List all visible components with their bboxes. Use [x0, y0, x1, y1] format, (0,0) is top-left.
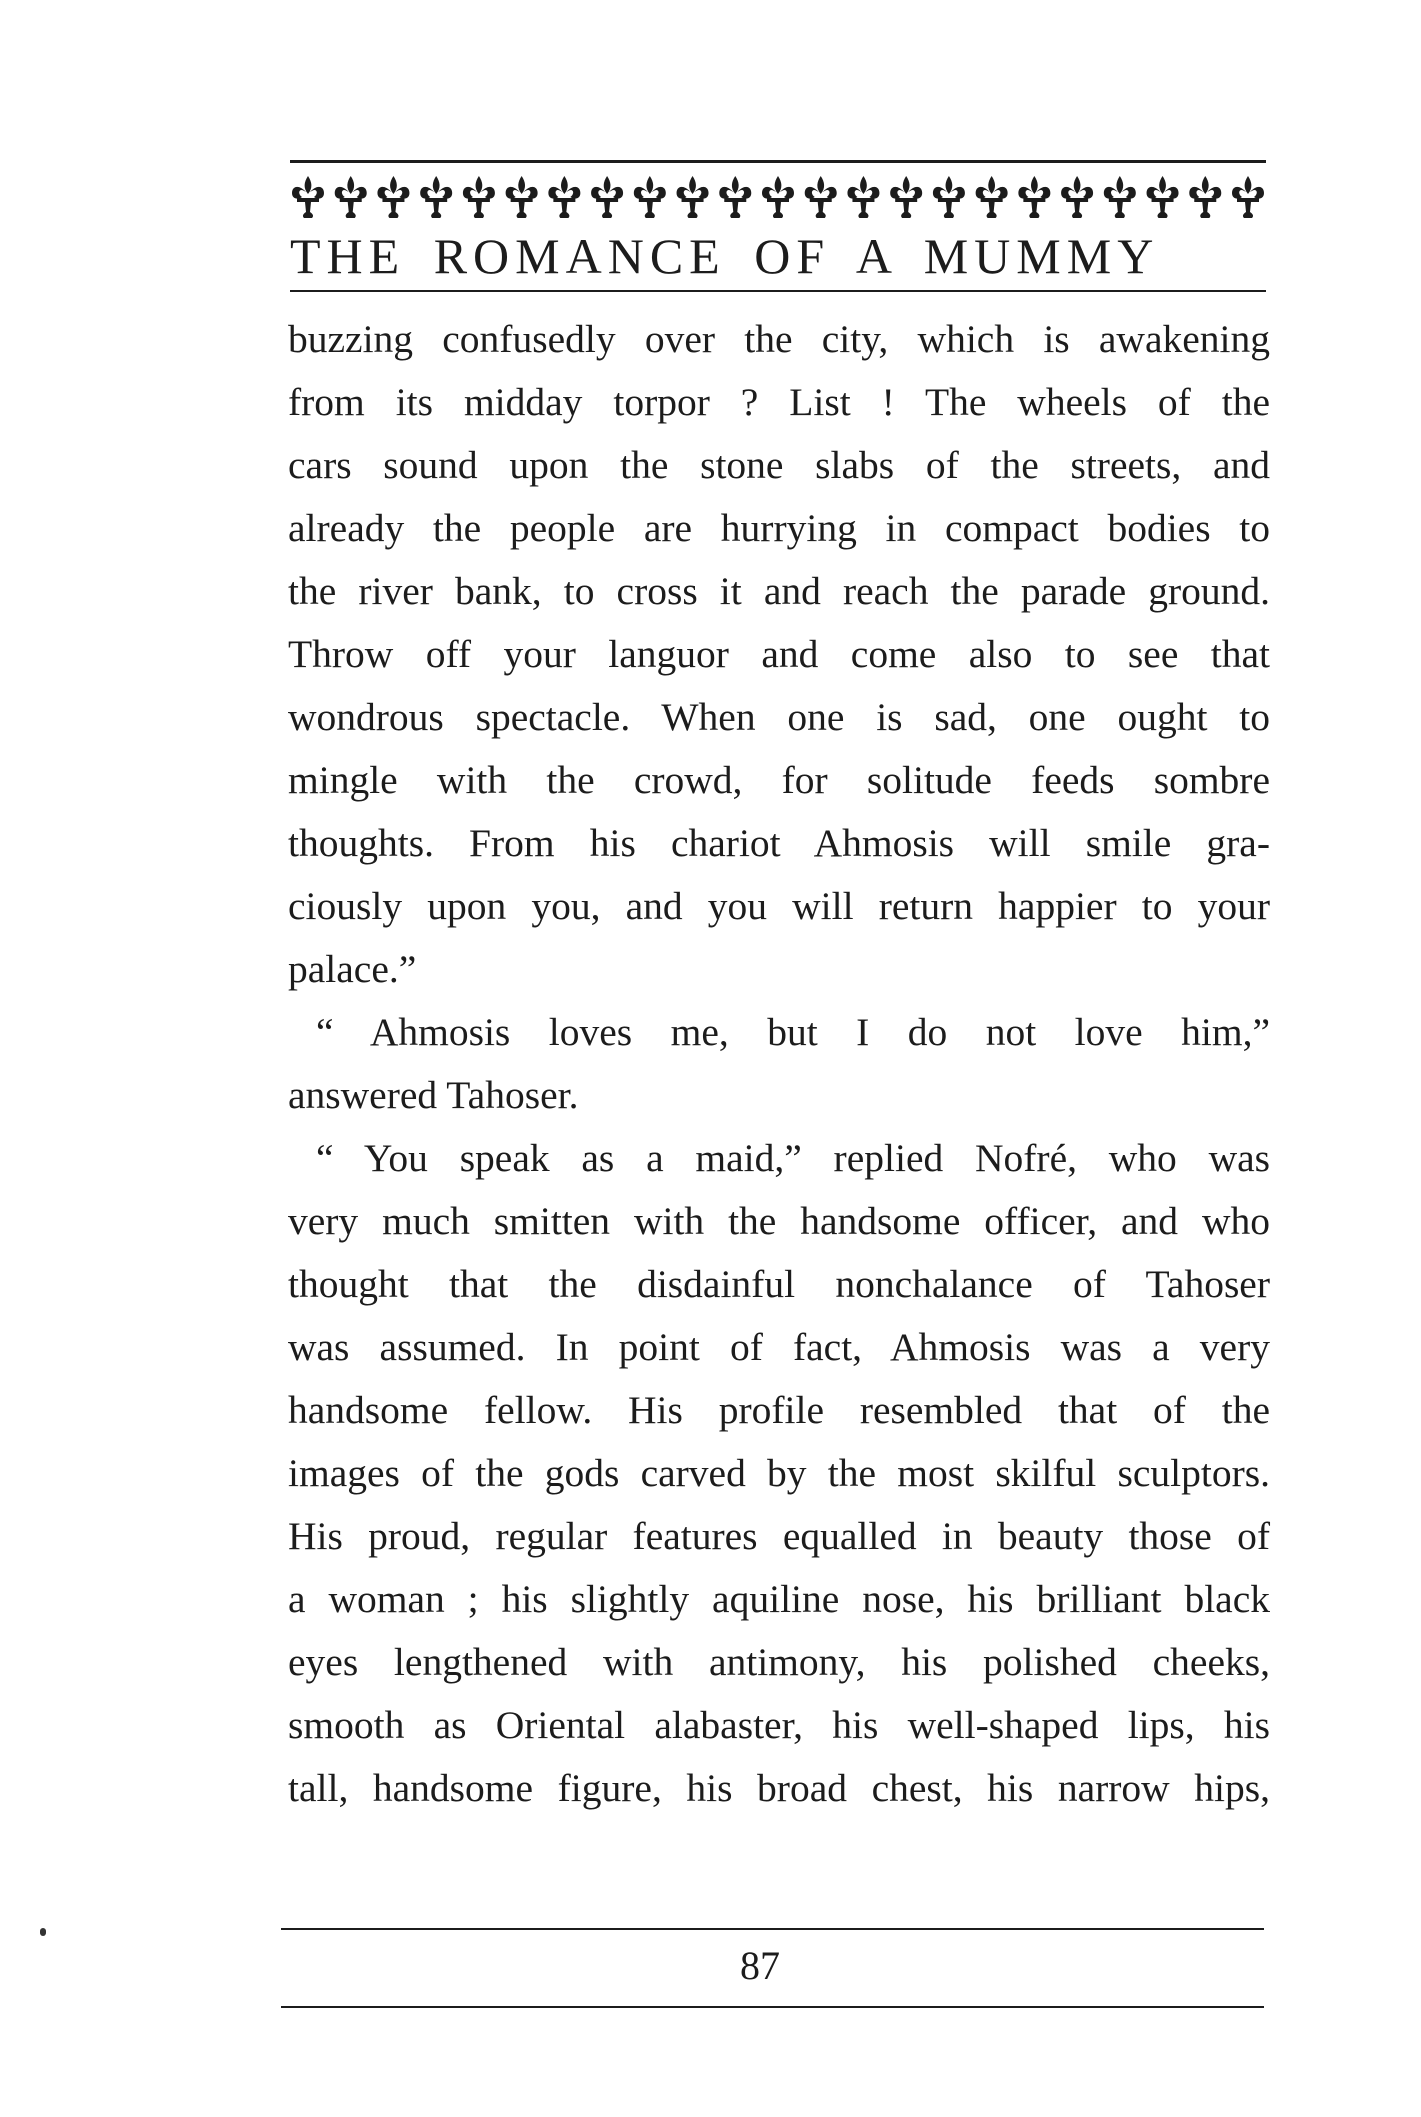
fleur-de-lis-icon	[506, 176, 538, 218]
text-line: handsome fellow. His profile resembled that of the	[288, 1388, 1270, 1432]
text-line: answered Tahoser.	[288, 1073, 579, 1117]
footer-rule-top	[281, 1928, 1264, 1930]
text-line: His proud, regular features equalled in beauty those of	[288, 1514, 1270, 1558]
fleur-de-lis-icon	[288, 170, 1268, 222]
text-line: palace.”	[288, 947, 417, 991]
text-line: tall, handsome figure, his broad chest, his narrow hips,	[288, 1766, 1270, 1810]
running-title: THE ROMANCE OF A MUMMY	[290, 228, 1160, 284]
text-line: from its midday torpor ? List ! The wheels of the	[288, 380, 1270, 424]
fleur-de-lis-icon	[591, 176, 623, 218]
text-line: very much smitten with the handsome officer, and who	[288, 1199, 1270, 1243]
text-line: “ You speak as a maid,” replied Nofré, who was	[316, 1136, 1270, 1180]
page-number: 87	[740, 1943, 780, 1988]
top-rule	[290, 160, 1266, 163]
fleur-de-lis-icon	[933, 176, 965, 218]
text-line: cars sound upon the stone slabs of the streets, and	[288, 443, 1270, 487]
fleur-de-lis-icon	[1189, 176, 1221, 218]
fleur-de-lis-icon	[1147, 176, 1179, 218]
text-line: smooth as Oriental alabaster, his well-shaped lips, his	[288, 1703, 1270, 1747]
fleur-de-lis-icon	[847, 176, 879, 218]
text-line: thoughts. From his chariot Ahmosis will smile gra-	[288, 821, 1270, 865]
fleur-de-lis-icon	[1061, 176, 1093, 218]
margin-mark	[40, 1928, 46, 1936]
fleur-de-lis-icon	[805, 176, 837, 218]
fleur-de-lis-icon	[292, 176, 324, 218]
text-line: already the people are hurrying in compact bodies to	[288, 506, 1270, 550]
fleur-de-lis-icon	[1018, 176, 1050, 218]
fleur-de-lis-icon	[463, 176, 495, 218]
text-line: mingle with the crowd, for solitude feeds sombre	[288, 758, 1270, 802]
text-line: eyes lengthened with antimony, his polished cheeks,	[288, 1640, 1270, 1684]
text-line: a woman ; his slightly aquiline nose, his brilliant black	[288, 1577, 1270, 1621]
fleur-de-lis-icon	[719, 176, 751, 218]
fleur-de-lis-icon	[677, 176, 709, 218]
fleur-de-lis-icon	[762, 176, 794, 218]
text-line: buzzing confusedly over the city, which is awakening	[288, 317, 1270, 361]
body-text	[288, 308, 1270, 1820]
fleur-de-lis-icon	[335, 176, 367, 218]
text-line: wondrous spectacle. When one is sad, one ought to	[288, 695, 1270, 739]
text-line: “ Ahmosis loves me, but I do not love him,”	[316, 1010, 1270, 1054]
fleur-de-lis-icon	[890, 176, 922, 218]
fleur-de-lis-icon	[1104, 176, 1136, 218]
fleur-de-lis-icon	[634, 176, 666, 218]
fleur-de-lis-icon	[976, 176, 1008, 218]
fleur-de-lis-icon	[548, 176, 580, 218]
text-line: images of the gods carved by the most skilful sculptors.	[288, 1451, 1270, 1495]
footer-rule-bottom	[281, 2006, 1264, 2008]
header-rule	[290, 290, 1266, 292]
text-line: Throw off your languor and come also to see that	[288, 632, 1270, 676]
text-line: thought that the disdainful nonchalance of Tahoser	[288, 1262, 1270, 1306]
text-line: the river bank, to cross it and reach the parade ground.	[288, 569, 1270, 613]
fleur-de-lis-icon	[377, 176, 409, 218]
fleur-de-lis-ornament-row	[288, 170, 1268, 222]
text-line: ciously upon you, and you will return happier to your	[288, 884, 1270, 928]
fleur-de-lis-icon	[1232, 176, 1264, 218]
fleur-de-lis-icon	[420, 176, 452, 218]
text-line: was assumed. In point of fact, Ahmosis was a very	[288, 1325, 1270, 1369]
